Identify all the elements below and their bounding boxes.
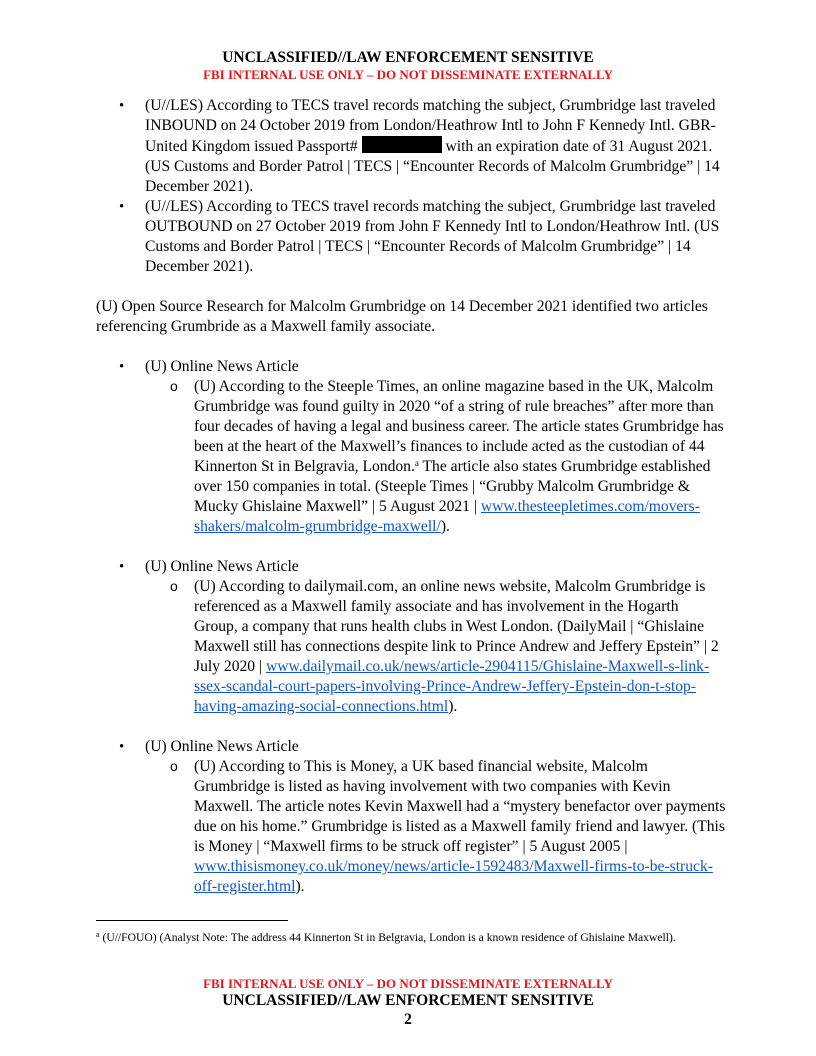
page-header — [0, 49, 816, 83]
article-text-end: ). — [295, 878, 305, 895]
article-text-end: ). — [440, 518, 450, 535]
article-detail — [145, 377, 726, 537]
travel-inbound-item — [96, 96, 726, 197]
footer-dissemination-warning: FBI INTERNAL USE ONLY – DO NOT DISSEMINATE EXTERNALLY — [203, 976, 613, 991]
article-link[interactable]: www.dailymail.co.uk/news/article-2904115/Ghislaine-Maxwell-s-link-ssex-scandal-court-papers-involving-Prince-Andrew-Jeffery-Epstein-don-t-stop-having-amazing-social-connections.html — [194, 658, 710, 715]
travel-inbound-text-a: (U//LES) According to TECS travel records matching the subject, Grumbridge last traveled INBOUND on 24 October 2019 from London/Heathrow Intl to John F Kennedy Intl. GBR-United Kingdom issued Passport# — [145, 97, 716, 155]
article-item — [96, 557, 726, 717]
article-detail — [145, 577, 726, 717]
article-heading: (U) Online News Article — [145, 738, 299, 755]
travel-outbound-item: • (U//LES) According to TECS travel records matching the subject, Grumbridge last traveled OUTBOUND on 27 October 2019 from John F Kennedy Intl to London/Heathrow Intl. (US Customs and Border Patrol | TECS | “Encounter Records of Malcolm Grumbridge” | 14 December 2021). — [96, 197, 726, 277]
passport-redaction — [362, 136, 442, 153]
article-heading: (U) Online News Article — [145, 358, 299, 375]
article-list — [96, 737, 726, 897]
article-text: (U) According to dailymail.com, an online news website, Malcolm Grumbridge is referenced as a Maxwell family associate and has involvement in the Hogarth Group, a company that runs health clubs in West London. (DailyMail | “Ghislaine Maxwell still has connections despite link to Prince Andrew and Jeffery Epstein” | 2 July 2020 | — [194, 578, 719, 675]
open-source-intro: (U) Open Source Research for Malcolm Grumbridge on 14 December 2021 identified two articles referencing Grumbride as a Maxwell family associate. — [96, 298, 708, 335]
footnote-divider — [96, 920, 288, 921]
article-detail — [145, 757, 726, 897]
article-list — [96, 557, 726, 717]
article-link[interactable]: www.thisismoney.co.uk/money/news/article-1592483/Maxwell-firms-to-be-struck-off-register.html — [194, 858, 713, 895]
article-heading: (U) Online News Article — [145, 558, 299, 575]
footnote-mark: a — [96, 930, 100, 939]
footnote — [96, 930, 720, 946]
header-dissemination-warning: FBI INTERNAL USE ONLY – DO NOT DISSEMINATE EXTERNALLY — [203, 67, 613, 82]
article-text-cont: The article also states Grumbridge established over 150 companies in total. (Steeple Times | “Grubby Malcolm Grumbridge & Mucky Ghislaine Maxwell” | 5 August 2021 | — [194, 458, 711, 515]
document-body — [96, 96, 726, 897]
footnote-reference[interactable]: a — [414, 458, 419, 468]
travel-records-list — [96, 96, 726, 277]
footer-classification: UNCLASSIFIED//LAW ENFORCEMENT SENSITIVE — [222, 992, 594, 1009]
page-number: 2 — [404, 1011, 412, 1028]
article-link[interactable]: www.thesteepletimes.com/movers-shakers/malcolm-grumbridge-maxwell/ — [194, 498, 700, 535]
article-list — [96, 357, 726, 537]
page-footer — [0, 976, 816, 1030]
travel-inbound-text-b: with an expiration date of 31 August 2021. (US Customs and Border Patrol | TECS | “Encounter Records of Malcolm Grumbridge” | 14 December 2021). — [145, 138, 720, 195]
article-text-end: ). — [448, 698, 458, 715]
article-item — [96, 737, 726, 897]
footnote-text: (U//FOUO) (Analyst Note: The address 44 Kinnerton St in Belgravia, London is a known residence of Ghislaine Maxwell). — [99, 931, 676, 944]
article-text: (U) According to the Steeple Times, an online magazine based in the UK, Malcolm Grumbridge was found guilty in 2020 “of a string of rule breaches” after more than four decades of having a legal and business career. The article states Grumbridge has been at the heart of the Maxwell’s finances to include acted as the custodian of 44 Kinnerton St in Belgravia, London. — [194, 378, 724, 475]
article-text: (U) According to This is Money, a UK based financial website, Malcolm Grumbridge is listed as having involvement with two companies with Kevin Maxwell. The article notes Kevin Maxwell had a “mystery benefactor over payments due on his home.” Grumbridge is listed as a Maxwell family friend and lawyer. (This is Money | “Maxwell firms to be struck off register” | 5 August 2005 | — [194, 758, 726, 855]
article-item — [96, 357, 726, 537]
header-classification: UNCLASSIFIED//LAW ENFORCEMENT SENSITIVE — [222, 49, 594, 66]
